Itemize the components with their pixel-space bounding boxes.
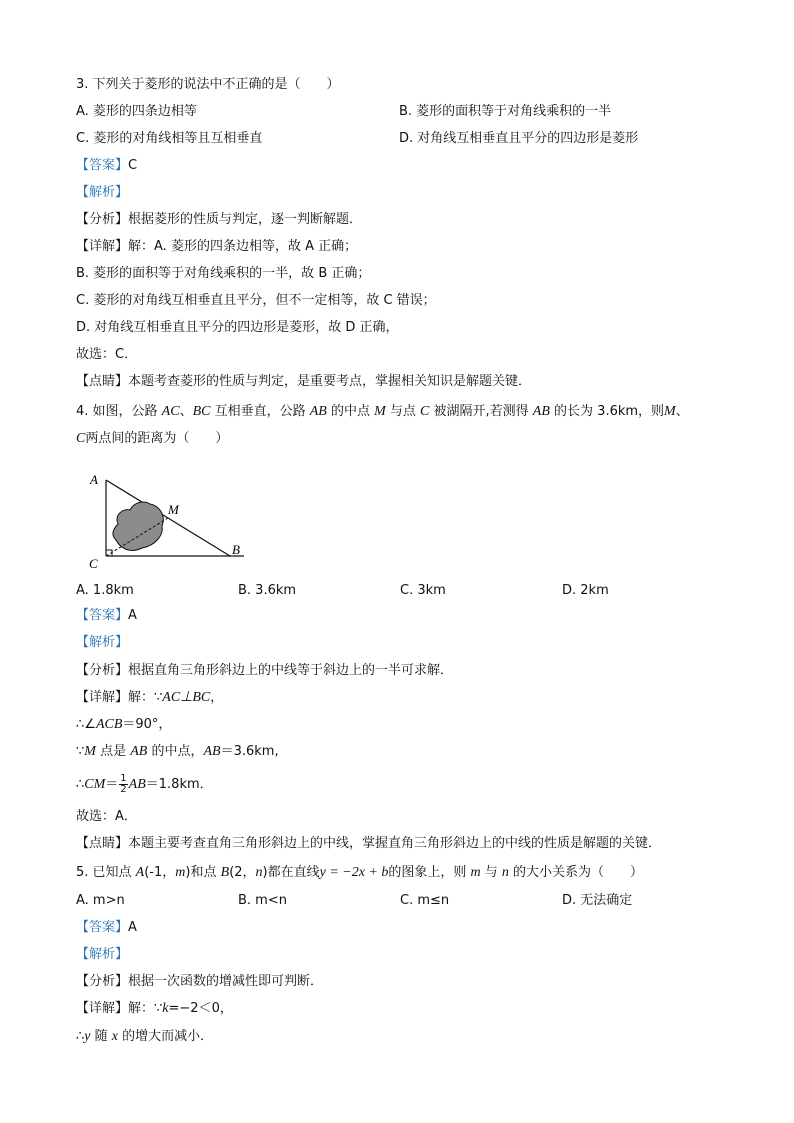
label-b: B [232, 542, 240, 557]
q3-detail-3: C. 菱形的对角线互相垂直且平分，但不一定相等，故 C 错误； [76, 293, 436, 308]
q5-option-b: B. m<n [238, 893, 287, 908]
q3-detail-2: B. 菱形的面积等于对角线乘积的一半，故 B 正确； [76, 266, 371, 281]
q4-option-d: D. 2km [562, 583, 609, 598]
q5-detail-2 [76, 1028, 213, 1046]
denominator: 2 [120, 784, 127, 795]
text: 的中点 [326, 404, 375, 419]
text: 、 [179, 404, 193, 419]
lake-shape [113, 502, 163, 550]
answer-value: A [128, 920, 137, 935]
q4-detail-2 [76, 716, 171, 734]
text: ∴ [76, 777, 85, 792]
text: ∴∠ [76, 717, 96, 732]
label-m: M [168, 502, 179, 517]
detail-tag: 【详解】 [76, 1001, 129, 1016]
q5-option-c: C. m≤n [400, 893, 450, 908]
q4-stem-line1 [76, 403, 689, 421]
detail-tag: 【详解】 [76, 239, 129, 254]
numerator: 1 [120, 773, 127, 784]
var: AC [161, 404, 180, 419]
q5-answer [76, 919, 137, 937]
q4-detail-4 [76, 771, 213, 799]
q5-detail-1 [76, 1000, 233, 1018]
var: n [255, 865, 263, 880]
detail-text: 解：A. 菱形的四条边相等，故 A 正确； [128, 239, 358, 254]
text: ， [210, 690, 224, 705]
fenxi-tag: 【分析】 [76, 974, 129, 989]
text: ＝90°， [122, 717, 172, 732]
q5-option-d: D. 无法确定 [562, 893, 633, 908]
analysis-tag: 【解析】 [76, 185, 129, 200]
equation: y = −2x + b [319, 865, 389, 880]
text: )都在直线 [262, 865, 320, 880]
text: 、 [675, 404, 689, 419]
var: k [162, 1001, 169, 1016]
q5-option-a: A. m>n [76, 893, 125, 908]
q4-option-a: A. 1.8km [76, 583, 134, 598]
expr: M [84, 744, 96, 759]
q4-analysis-tag [76, 634, 128, 652]
q3-answer [76, 157, 137, 175]
analysis-tag: 【解析】 [76, 947, 129, 962]
q4-dianjing [76, 835, 661, 853]
text: =−2＜0， [168, 1001, 233, 1016]
var: C [420, 404, 430, 419]
q4-fenxi [76, 662, 453, 680]
text: 与点 [385, 404, 421, 419]
q3-choose: 故选：C． [76, 347, 138, 362]
var: m [175, 865, 186, 880]
expr: ACB [95, 717, 123, 732]
text: 的长为 3.6km，则 [549, 404, 665, 419]
var: x [111, 1029, 118, 1044]
fenxi-tag: 【分析】 [76, 212, 129, 227]
q4-option-b: B. 3.6km [238, 583, 297, 598]
var: M [374, 404, 386, 419]
expr: AB [130, 744, 148, 759]
text: ＝ [105, 777, 119, 792]
answer-tag: 【答案】 [76, 920, 129, 935]
q3-detail-4: D. 对角线互相垂直且平分的四边形是菱形，故 D 正确， [76, 320, 399, 335]
text: ∵ [76, 744, 85, 759]
q4-option-c: C. 3km [400, 583, 446, 598]
text: 被湖隔开,若测得 [429, 404, 533, 419]
expr: AC⊥BC [162, 690, 211, 705]
dianjing-tag: 【点睛】 [76, 836, 129, 851]
q3-option-c: C. 菱形的对角线相等且互相垂直 [76, 131, 263, 146]
text: 随 [90, 1029, 112, 1044]
q4-detail-1 [76, 689, 223, 707]
q3-option-d: D. 对角线互相垂直且平分的四边形是菱形 [399, 131, 639, 146]
var: A [135, 865, 145, 880]
fenxi-tag: 【分析】 [76, 663, 129, 678]
q5-analysis-tag [76, 946, 128, 964]
q3-fenxi [76, 211, 362, 229]
q3-detail-1 [76, 238, 357, 256]
var: C [76, 431, 86, 446]
q3-stem: 3. 下列关于菱形的说法中不正确的是（ ） [76, 77, 340, 92]
text: )和点 [185, 865, 221, 880]
expr: AB [128, 777, 146, 792]
label-c: C [89, 556, 98, 571]
q5-fenxi [76, 973, 323, 991]
q3-dianjing [76, 373, 531, 391]
label-a: A [90, 472, 98, 487]
q3-option-b: B. 菱形的面积等于对角线乘积的一半 [399, 104, 612, 119]
var: y [84, 1029, 91, 1044]
q4-detail-3 [76, 743, 279, 761]
text: 的增大而减小． [117, 1029, 214, 1044]
q4-stem-line2 [76, 430, 228, 448]
fenxi-text: 根据菱形的性质与判定，逐一判断解题． [128, 212, 363, 227]
var: AB [309, 404, 327, 419]
expr: AB [203, 744, 221, 759]
text: ∴ [76, 1029, 85, 1044]
text: 的大小关系为（ ） [508, 865, 644, 880]
text: 解：∵ [128, 690, 163, 705]
var: BC [192, 404, 211, 419]
q3-option-a: A. 菱形的四条边相等 [76, 104, 197, 119]
var: B [220, 865, 230, 880]
text: 两点间的距离为（ ） [85, 431, 229, 446]
q3-analysis-tag [76, 184, 128, 202]
analysis-tag: 【解析】 [76, 635, 129, 650]
answer-tag: 【答案】 [76, 158, 129, 173]
text: 4. 如图，公路 [76, 404, 162, 419]
expr: CM [84, 777, 106, 792]
text: 的图象上，则 [388, 865, 471, 880]
q4-answer [76, 607, 137, 625]
text: 点是 [95, 744, 131, 759]
text: ＝3.6km, [220, 744, 279, 759]
dianjing-tag: 【点睛】 [76, 374, 129, 389]
q4-figure-triangle [80, 468, 250, 572]
q5-stem [76, 864, 643, 882]
text: (2， [229, 865, 256, 880]
dianjing-text: 本题主要考查直角三角形斜边上的中线，掌握直角三角形斜边上的中线的性质是解题的关键． [128, 836, 662, 851]
var: m [470, 865, 481, 880]
text: 互相垂直，公路 [210, 404, 310, 419]
fenxi-text: 根据一次函数的增减性即可判断． [128, 974, 324, 989]
q4-choose: 故选：A． [76, 809, 137, 824]
text: ＝1.8km． [145, 777, 213, 792]
text: 5. 已知点 [76, 865, 136, 880]
answer-tag: 【答案】 [76, 608, 129, 623]
text: 解：∵ [128, 1001, 163, 1016]
dianjing-text: 本题考查菱形的性质与判定，是重要考点，掌握相关知识是解题关键． [128, 374, 532, 389]
var: n [501, 865, 509, 880]
text: 的中点， [147, 744, 204, 759]
fraction-one-half [119, 774, 127, 795]
answer-value: A [128, 608, 137, 623]
var: M [664, 404, 676, 419]
answer-value: C [128, 158, 138, 173]
text: (-1， [144, 865, 176, 880]
text: 与 [480, 865, 502, 880]
detail-tag: 【详解】 [76, 690, 129, 705]
fenxi-text: 根据直角三角形斜边上的中线等于斜边上的一半可求解． [128, 663, 454, 678]
var: AB [532, 404, 550, 419]
